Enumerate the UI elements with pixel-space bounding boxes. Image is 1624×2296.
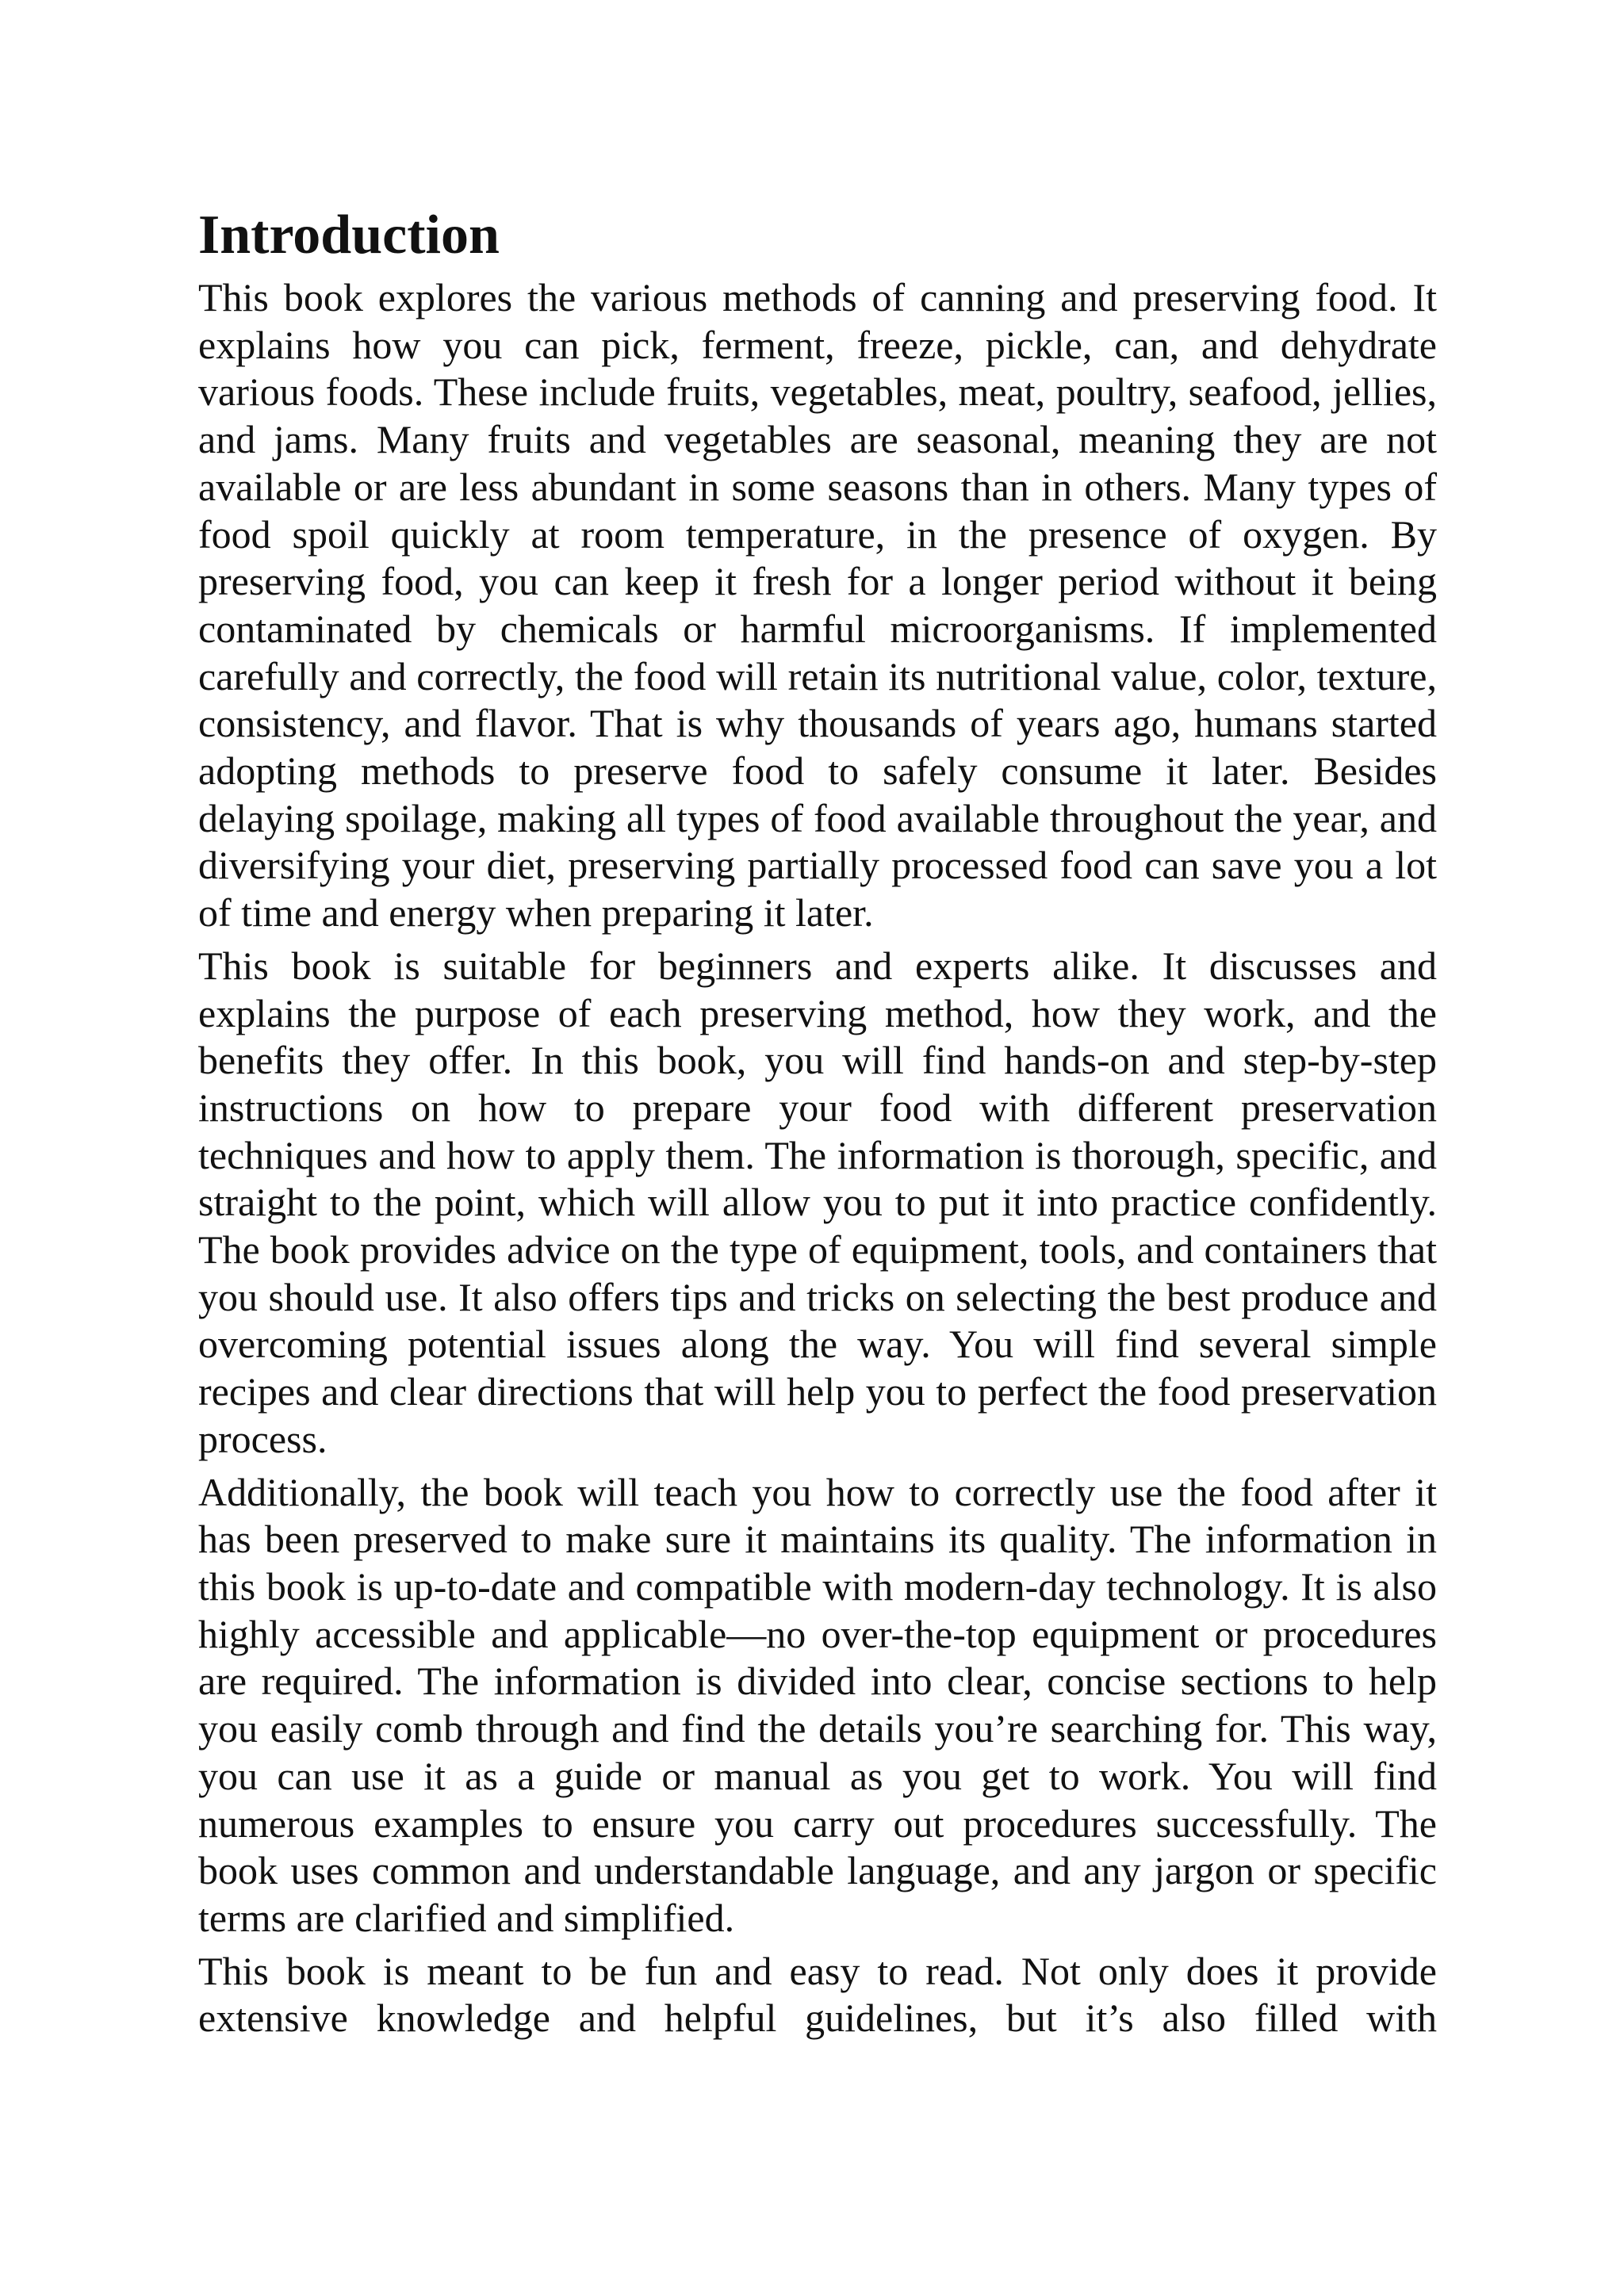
paragraph-2: This book is suitable for beginners and experts alike. It discusses and explains the purpose of each preserving method, how they work, and the benefits they offer. In this book, you will find hands-on and step-by-step instructions on how to prepare your food with different preservation techniques and how to apply them. The information is thorough, specific, and straight to the point, which will allow you to put it into practice confidently. The book provides advice on the type of equipment, tools, and containers that you should use. It also offers tips and tricks on selecting the best produce and overcoming potential issues along the way. You will find several simple recipes and clear directions that will help you to perfect the food preservation process. [198, 943, 1437, 1461]
section-heading: Introduction [198, 205, 500, 266]
page-content [198, 205, 1437, 2042]
paragraph-3: Additionally, the book will teach you how to correctly use the food after it has been preserved to make sure it maintains its quality. The information in this book is up-to-date and compatible with modern-day technology. It is also highly accessible and applicable—no over-the-top equipment or procedures are required. The information is divided into clear, concise sections to help you easily comb through and find the details you’re searching for. This way, you can use it as a guide or manual as you get to work. You will find numerous examples to ensure you carry out procedures successfully. The book uses common and understandable language, and any jargon or specific terms are clarified and simplified. [198, 1469, 1437, 1940]
paragraph-1: This book explores the various methods of canning and preserving food. It explains how you can pick, ferment, freeze, pickle, can, and dehydrate various foods. These include fruits, vegetables, meat, poultry, seafood, jellies, and jams. Many fruits and vegetables are seasonal, meaning they are not available or are less abundant in some seasons than in others. Many types of food spoil quickly at room temperature, in the presence of oxygen. By preserving food, you can keep it fresh for a longer period without it being contaminated by chemicals or harmful microorganisms. If implemented carefully and correctly, the food will retain its nutritional value, color, texture, consistency, and flavor. That is why thousands of years ago, humans started adopting methods to preserve food to safely consume it later. Besides delaying spoilage, making all types of food available throughout the year, and diversifying your diet, preserving partially processed food can save you a lot of time and energy when preparing it later. [198, 275, 1437, 936]
paragraph-4: This book is meant to be fun and easy to read. Not only does it provide extensive knowledge and helpful guidelines, but it’s also filled with [198, 1948, 1437, 2041]
